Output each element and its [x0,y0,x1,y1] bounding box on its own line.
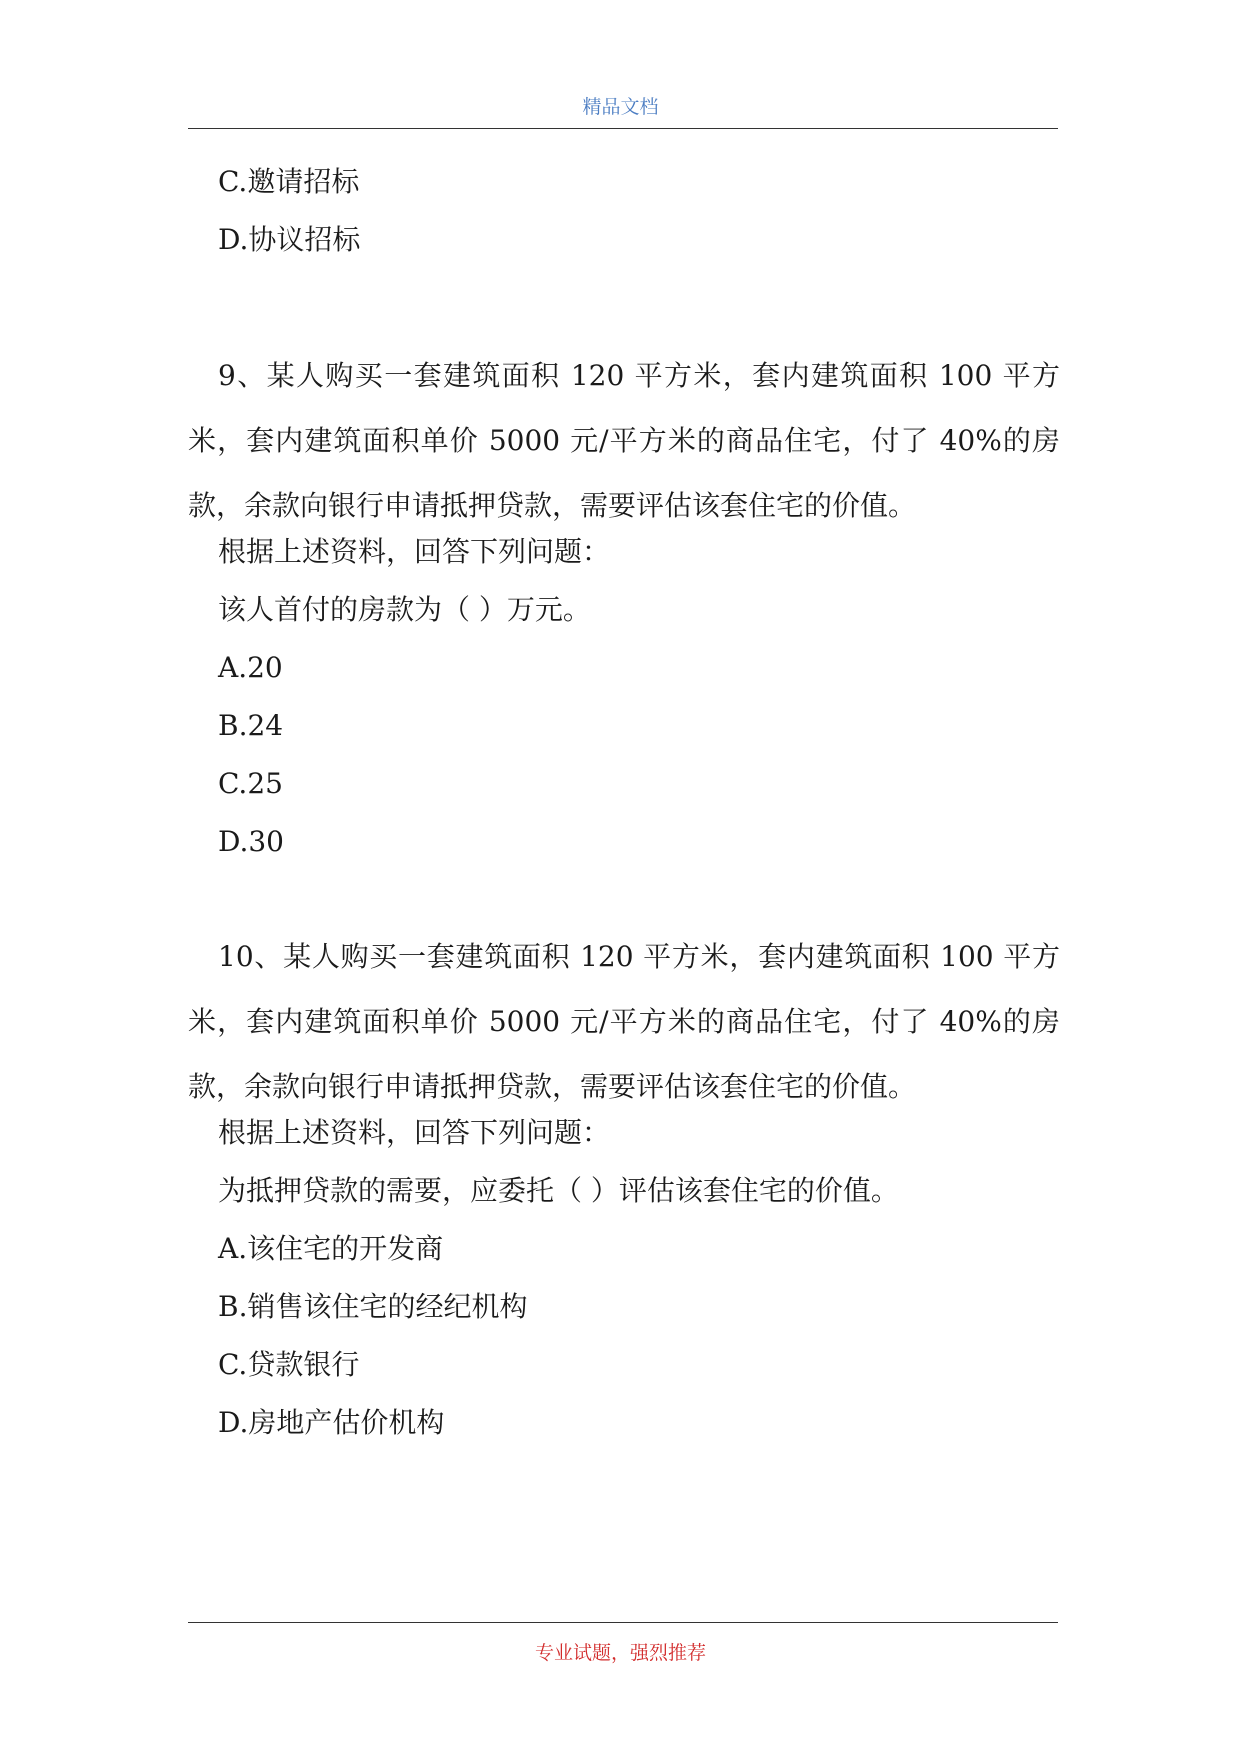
question-9-instruction: 根据上述资料，回答下列问题： [218,535,611,568]
question-10-option-a: A.该住宅的开发商 [218,1232,444,1265]
page-footer-text: 专业试题，强烈推荐 [534,1642,706,1664]
footer-divider [188,1622,1058,1623]
question-10-stem: 10、某人购买一套建筑面积 120 平方米，套内建筑面积 100 平方米，套内建筑面积单价 5000 元/平方米的商品住宅，付了 40%的房款，余款向银行申请抵押贷款，需要评估该套住宅的价值。 [188,940,1060,1103]
question-9-text: 该人首付的房款为（ ）万元。 [218,593,591,626]
question-9-option-c: C.25 [218,767,283,800]
question-9-option-a: A.20 [218,651,283,684]
question-9-option-b: B.24 [218,709,284,742]
option-d: D.协议招标 [218,223,361,256]
question-10-text: 为抵押贷款的需要，应委托（ ）评估该套住宅的价值。 [218,1174,899,1207]
option-c: C.邀请招标 [218,165,360,198]
question-9-stem: 9、某人购买一套建筑面积 120 平方米，套内建筑面积 100 平方米，套内建筑面积单价 5000 元/平方米的商品住宅，付了 40%的房款，余款向银行申请抵押贷款，需要评估该套住宅的价值。 [188,359,1060,522]
question-10-option-b: B.销售该住宅的经纪机构 [218,1290,528,1323]
question-10-option-d: D.房地产估价机构 [218,1406,445,1439]
page-header-title: 精品文档 [582,96,659,118]
question-9-option-d: D.30 [218,825,284,858]
question-10-instruction: 根据上述资料，回答下列问题： [218,1116,611,1149]
question-10-option-c: C.贷款银行 [218,1348,360,1381]
header-divider [188,128,1058,129]
